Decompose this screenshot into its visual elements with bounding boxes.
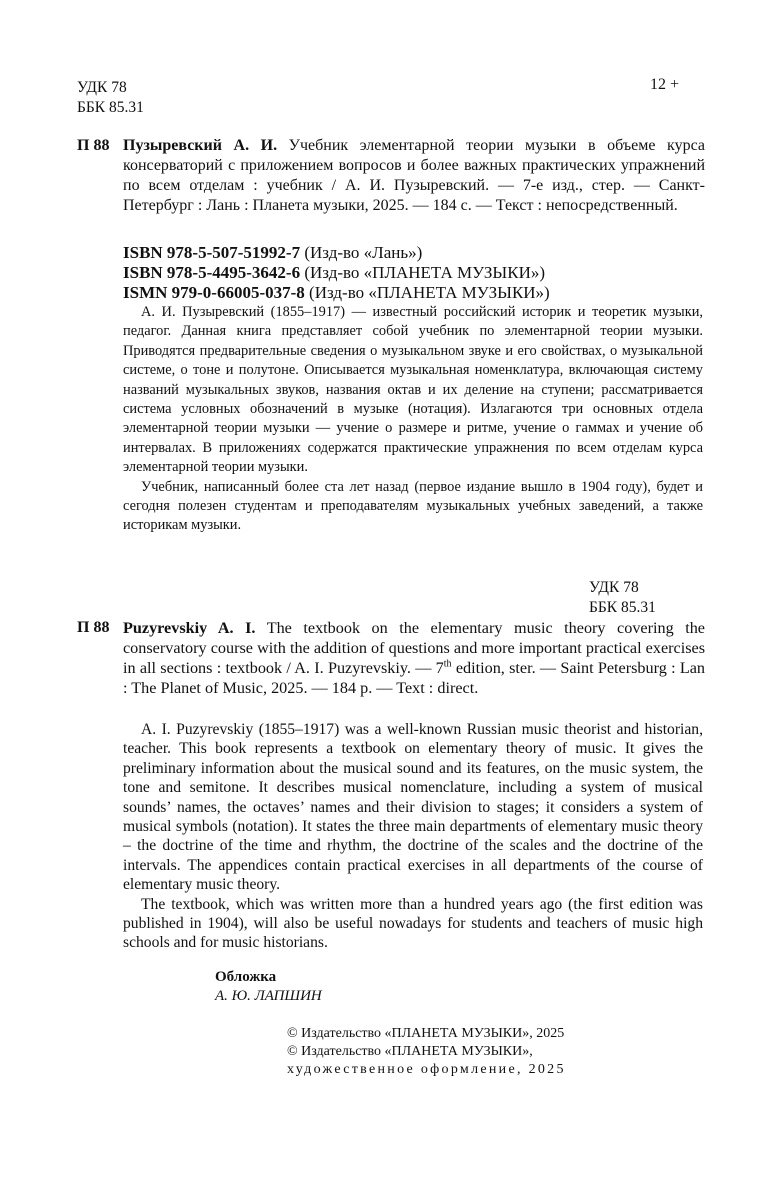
author-mark: П 88 (77, 137, 110, 154)
abstract-paragraph: А. И. Пузыревский (1855–1917) — известный российский историк и теоретик музыки, педагог. Данная книга представляет собой учебник по элементарной теории музыки. Приводятся предварительные сведения о музыкальном звуке и его свойствах, о музыкальной системе, о тоне и полутоне. Описывается музыкальная номенклатура, включающая систему названий музыкальных звуков, названия октав и их деление на ступени; рассматривается система условных обозначений в музыке (нотация). Излагаются три основных отдела элементарной теории музыки — учение о размере и ритме, учение о гаммах и учение об интервалах. В приложениях содержатся практические упражнения по всем отделам курса элементарной теории музыки. (123, 304, 703, 476)
author-mark: П 88 (77, 619, 110, 636)
ismn-number: ISMN 979-0-66005-037-8 (123, 283, 305, 302)
copyright-line: художественное оформление, 2025 (287, 1062, 566, 1077)
book-description-cont: edition, ster. — Saint Petersburg : Lan : The Planet of Music, 2025. — 184 p. — Text : direct. (123, 659, 705, 697)
english-bibliographic-entry (77, 618, 705, 698)
udk-bbk-header (77, 78, 144, 118)
copyright-line: © Издательство «ПЛАНЕТА МУЗЫКИ», 2025 (287, 1026, 565, 1041)
cover-credit (215, 968, 322, 1006)
cover-designer: А. Ю. ЛАПШИН (215, 988, 322, 1004)
ismn-line (123, 283, 550, 303)
udk-code: УДК 78 (589, 579, 639, 596)
ismn-publisher: (Изд-во «ПЛАНЕТА МУЗЫКИ») (309, 283, 550, 302)
age-rating: 12 + (650, 76, 680, 93)
abstract-paragraph: A. I. Puzyrevskiy (1855–1917) was a well-known Russian music theorist and historian, teacher. This book represents a textbook on elementary theory of music. It gives the preliminary information about the musical sound and its features, on the music system, the tone and semitone. It describes musical nomenclature, including a system of musical sounds’ names, the octaves’ names and their division to stages; it considers a system of musical symbols (notation). It states the three main departments of elementary music theory – the doctrine of the time and rhythm, the doctrine of the scales and the doctrine of the intervals. The appendices contain practical exercises in all departments of the course of elementary music theory. (123, 721, 703, 894)
isbn-list (123, 243, 550, 303)
bbk-code: ББК 85.31 (77, 99, 144, 116)
book-description: Учебник элементарной теории музыки в объеме курса консерваторий с приложением вопросов и более важных практических упражнений по всем отделам : учебник / А. И. Пузыревский. — 7-е изд., стер. — Санкт-Петербург : Лань : Планета музыки, 2025. — 184 с. — Текст : непосредственный. (123, 137, 705, 214)
english-abstract (123, 720, 703, 953)
bbk-code: ББК 85.31 (589, 599, 656, 616)
isbn-publisher: (Изд-во «Лань») (304, 243, 423, 262)
isbn-number: ISBN 978-5-507-51992-7 (123, 243, 301, 262)
udk-code: УДК 78 (77, 79, 127, 96)
book-description: The textbook on the elementary music theory covering the conservatory course with the addition of questions and more important practical exercises in all sections : textbook / A. I. Puzyrevskiy. — 7 (123, 619, 705, 677)
copyright-block (287, 1025, 566, 1079)
isbn-number: ISBN 978-5-4495-3642-6 (123, 263, 301, 282)
abstract-paragraph: The textbook, which was written more than a hundred years ago (the first edition was published in 1904), will also be useful nowadays for students and teachers of music high schools and for music historians. (123, 895, 703, 952)
abstract-paragraph: Учебник, написанный более ста лет назад (первое издание вышло в 1904 году), будет и сегодня полезен студентам и преподавателям музыкальных учебных заведений, а также историкам музыки. (123, 478, 703, 534)
edition-superscript: th (443, 658, 452, 670)
copyright-line: © Издательство «ПЛАНЕТА МУЗЫКИ», (287, 1044, 533, 1059)
russian-abstract (123, 303, 703, 536)
cover-label: Обложка (215, 969, 277, 985)
author-name: Пузыревский А. И. (123, 137, 278, 154)
isbn-line (123, 263, 550, 283)
isbn-line (123, 243, 550, 263)
russian-bibliographic-entry (77, 136, 705, 216)
author-name: Puzyrevskiy A. I. (123, 619, 256, 637)
udk-bbk-english (589, 578, 656, 618)
isbn-publisher: (Изд-во «ПЛАНЕТА МУЗЫКИ») (304, 263, 546, 282)
